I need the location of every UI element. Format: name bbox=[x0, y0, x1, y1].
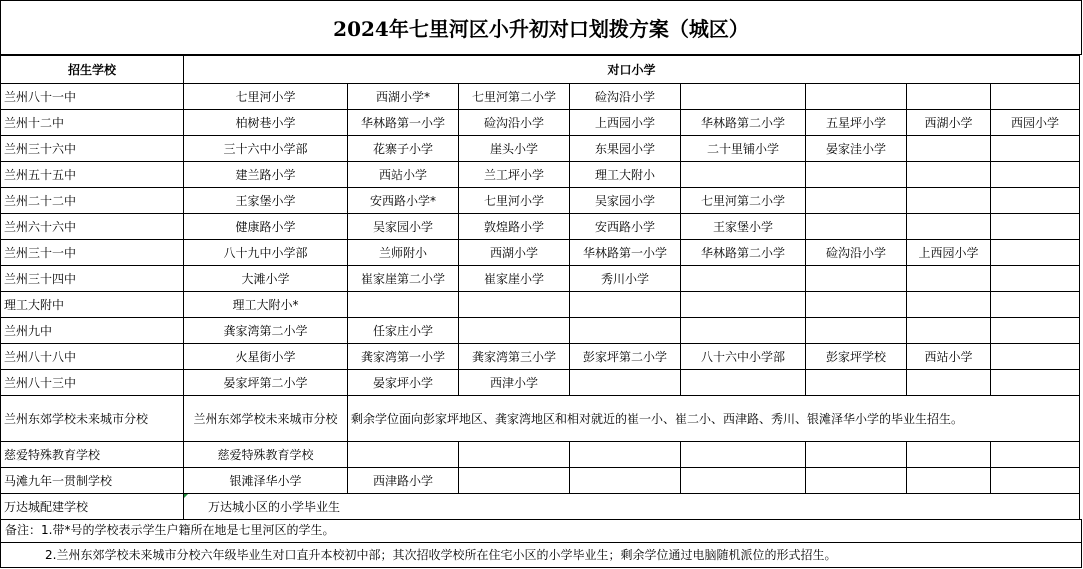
table-cell[interactable] bbox=[806, 318, 907, 344]
school-name-cell[interactable]: 理工大附中 bbox=[1, 292, 184, 318]
table-cell[interactable] bbox=[806, 162, 907, 188]
table-cell[interactable]: 安西路小学* bbox=[348, 188, 459, 214]
table-cell[interactable]: 龚家湾第二小学 bbox=[184, 318, 348, 344]
table-cell[interactable] bbox=[991, 214, 1080, 240]
table-cell[interactable]: 兰工坪小学 bbox=[459, 162, 570, 188]
table-cell[interactable] bbox=[681, 370, 806, 396]
table-cell[interactable] bbox=[681, 468, 806, 494]
table-cell[interactable] bbox=[806, 442, 907, 468]
remark-cell[interactable]: 剩余学位面向彭家坪地区、龚家湾地区和相对就近的崔一小、崔二小、西津路、秀川、银滩泽华小学的毕业生招生。 bbox=[348, 396, 1080, 442]
table-row bbox=[1, 266, 1080, 292]
table-cell[interactable]: 七里河小学 bbox=[184, 84, 348, 110]
table-cell[interactable]: 慈爱特殊教育学校 bbox=[184, 442, 348, 468]
table-row bbox=[1, 442, 1080, 468]
table-row bbox=[1, 494, 1080, 520]
table-cell[interactable] bbox=[907, 468, 991, 494]
table-row bbox=[1, 240, 1080, 266]
notes bbox=[0, 519, 1082, 568]
table-cell[interactable] bbox=[991, 136, 1080, 162]
table-cell[interactable] bbox=[681, 292, 806, 318]
table-cell[interactable]: 敦煌路小学 bbox=[459, 214, 570, 240]
table-cell[interactable]: 西站小学 bbox=[348, 162, 459, 188]
school-name-cell[interactable]: 慈爱特殊教育学校 bbox=[1, 442, 184, 468]
header-assigned: 对口小学 bbox=[184, 56, 1080, 84]
school-name-cell[interactable]: 兰州九中 bbox=[1, 318, 184, 344]
table-cell[interactable] bbox=[681, 162, 806, 188]
table-cell[interactable]: 大滩小学 bbox=[184, 266, 348, 292]
table-cell[interactable]: 西园小学 bbox=[991, 110, 1080, 136]
table-cell[interactable]: 西津路小学 bbox=[348, 468, 459, 494]
table-cell[interactable] bbox=[459, 468, 570, 494]
table-cell[interactable] bbox=[991, 442, 1080, 468]
table-cell[interactable]: 彭家坪第二小学 bbox=[570, 344, 681, 370]
school-name-cell[interactable]: 马滩九年一贯制学校 bbox=[1, 468, 184, 494]
table-row bbox=[1, 188, 1080, 214]
table-cell[interactable] bbox=[681, 442, 806, 468]
table-cell[interactable] bbox=[991, 240, 1080, 266]
table-cell[interactable] bbox=[806, 468, 907, 494]
table-cell[interactable] bbox=[570, 370, 681, 396]
table-cell[interactable]: 晏家坪第二小学 bbox=[184, 370, 348, 396]
table-cell[interactable] bbox=[459, 318, 570, 344]
table-cell[interactable] bbox=[991, 188, 1080, 214]
table-cell[interactable] bbox=[806, 370, 907, 396]
table-row bbox=[1, 318, 1080, 344]
table-cell[interactable]: 任家庄小学 bbox=[348, 318, 459, 344]
table-row bbox=[1, 292, 1080, 318]
table-cell[interactable]: 彭家坪学校 bbox=[806, 344, 907, 370]
table-cell[interactable]: 火星街小学 bbox=[184, 344, 348, 370]
table-cell[interactable] bbox=[991, 84, 1080, 110]
table-cell[interactable] bbox=[991, 266, 1080, 292]
table-cell[interactable] bbox=[459, 442, 570, 468]
table-cell[interactable] bbox=[348, 442, 459, 468]
assignment-table bbox=[0, 55, 1080, 520]
table-cell[interactable]: 理工大附小 bbox=[570, 162, 681, 188]
note-2: 2.兰州东郊学校未来城市分校六年级毕业生对口直升本校初中部；其次招收学校所在住宅小区的小学毕业生；剩余学位通过电脑随机派位的形式招生。 bbox=[45, 548, 837, 562]
table-cell[interactable]: 西湖小学* bbox=[348, 84, 459, 110]
table-cell[interactable]: 兰州东郊学校未来城市分校 bbox=[184, 396, 348, 442]
table-cell[interactable]: 健康路小学 bbox=[184, 214, 348, 240]
table-cell[interactable]: 华林路第一小学 bbox=[570, 240, 681, 266]
table-cell[interactable]: 吴家园小学 bbox=[570, 188, 681, 214]
table-cell[interactable]: 东果园小学 bbox=[570, 136, 681, 162]
table-row bbox=[1, 468, 1080, 494]
table-cell[interactable] bbox=[681, 266, 806, 292]
table-cell[interactable] bbox=[907, 318, 991, 344]
table-cell[interactable] bbox=[806, 214, 907, 240]
table-cell[interactable]: 西津小学 bbox=[459, 370, 570, 396]
table-cell[interactable]: 吴家园小学 bbox=[348, 214, 459, 240]
table-cell[interactable]: 理工大附小* bbox=[184, 292, 348, 318]
table-cell[interactable]: 晏家洼小学 bbox=[806, 136, 907, 162]
table-cell[interactable]: 七里河小学 bbox=[459, 188, 570, 214]
table-cell[interactable] bbox=[570, 292, 681, 318]
page-title: 2024年七里河区小升初对口划拨方案（城区） bbox=[0, 0, 1082, 55]
table-cell[interactable] bbox=[907, 136, 991, 162]
table-cell[interactable] bbox=[907, 292, 991, 318]
table-cell[interactable] bbox=[991, 318, 1080, 344]
table-cell[interactable]: 晏家坪小学 bbox=[348, 370, 459, 396]
table-row bbox=[1, 110, 1080, 136]
table-cell[interactable] bbox=[459, 292, 570, 318]
table-cell[interactable]: 西湖小学 bbox=[907, 110, 991, 136]
table-cell[interactable]: 七里河第二小学 bbox=[459, 84, 570, 110]
school-name-cell[interactable]: 兰州八十三中 bbox=[1, 370, 184, 396]
table-cell[interactable]: 柏树巷小学 bbox=[184, 110, 348, 136]
table-cell[interactable]: 秀川小学 bbox=[570, 266, 681, 292]
table-row bbox=[1, 162, 1080, 188]
table-cell[interactable] bbox=[570, 442, 681, 468]
table-row bbox=[1, 396, 1080, 442]
note-1: 备注：1.带*号的学校表示学生户籍所在地是七里河区的学生。 bbox=[0, 519, 1082, 543]
school-name-cell[interactable]: 兰州东郊学校未来城市分校 bbox=[1, 396, 184, 442]
table-cell[interactable] bbox=[806, 266, 907, 292]
table-cell[interactable] bbox=[907, 266, 991, 292]
school-name-cell[interactable]: 兰州八十一中 bbox=[1, 84, 184, 110]
table-cell[interactable]: 上西园小学 bbox=[570, 110, 681, 136]
table-cell[interactable] bbox=[570, 318, 681, 344]
school-name-cell[interactable]: 兰州三十一中 bbox=[1, 240, 184, 266]
table-cell[interactable]: 安西路小学 bbox=[570, 214, 681, 240]
table-cell[interactable]: 龚家湾第一小学 bbox=[348, 344, 459, 370]
table-cell[interactable] bbox=[991, 344, 1080, 370]
table-cell[interactable] bbox=[907, 442, 991, 468]
table-cell[interactable]: 八十九中小学部 bbox=[184, 240, 348, 266]
table-cell[interactable]: 龚家湾第三小学 bbox=[459, 344, 570, 370]
school-name-cell[interactable]: 兰州十二中 bbox=[1, 110, 184, 136]
table-cell[interactable] bbox=[681, 84, 806, 110]
table-cell[interactable]: 崖头小学 bbox=[459, 136, 570, 162]
table-cell[interactable]: 西湖小学 bbox=[459, 240, 570, 266]
table-cell[interactable]: 上西园小学 bbox=[907, 240, 991, 266]
school-name-cell[interactable]: 兰州六十六中 bbox=[1, 214, 184, 240]
table-cell[interactable] bbox=[991, 370, 1080, 396]
table-cell[interactable]: 华林路第二小学 bbox=[681, 240, 806, 266]
table-cell[interactable] bbox=[991, 162, 1080, 188]
table-cell[interactable]: 王家堡小学 bbox=[184, 188, 348, 214]
table-cell[interactable] bbox=[907, 370, 991, 396]
school-name-cell[interactable]: 兰州五十五中 bbox=[1, 162, 184, 188]
table-cell[interactable]: 八十六中小学部 bbox=[681, 344, 806, 370]
table-cell[interactable] bbox=[991, 292, 1080, 318]
school-name-cell[interactable]: 万达城配建学校 bbox=[1, 494, 184, 520]
school-name-cell[interactable]: 兰州三十六中 bbox=[1, 136, 184, 162]
table-cell[interactable]: 崔家崖第二小学 bbox=[348, 266, 459, 292]
table-cell[interactable]: 硷沟沿小学 bbox=[459, 110, 570, 136]
table-row bbox=[1, 84, 1080, 110]
table-cell[interactable]: 建兰路小学 bbox=[184, 162, 348, 188]
school-name-cell[interactable]: 兰州三十四中 bbox=[1, 266, 184, 292]
header-school: 招生学校 bbox=[1, 56, 184, 84]
table-row bbox=[1, 344, 1080, 370]
table-cell[interactable] bbox=[907, 214, 991, 240]
table-cell[interactable] bbox=[348, 292, 459, 318]
school-name-cell[interactable]: 兰州二十二中 bbox=[1, 188, 184, 214]
table-cell[interactable]: 七里河第二小学 bbox=[681, 188, 806, 214]
table-cell[interactable] bbox=[570, 468, 681, 494]
school-name-cell[interactable]: 兰州八十八中 bbox=[1, 344, 184, 370]
table-cell[interactable] bbox=[806, 84, 907, 110]
table-cell[interactable]: 华林路第二小学 bbox=[681, 110, 806, 136]
table-cell[interactable] bbox=[907, 162, 991, 188]
table-cell[interactable]: 三十六中小学部 bbox=[184, 136, 348, 162]
table-cell[interactable]: 硷沟沿小学 bbox=[570, 84, 681, 110]
table-cell[interactable]: 西站小学 bbox=[907, 344, 991, 370]
table-cell[interactable]: 兰师附小 bbox=[348, 240, 459, 266]
table-cell[interactable]: 崔家崖小学 bbox=[459, 266, 570, 292]
table-cell[interactable] bbox=[806, 292, 907, 318]
table-cell[interactable]: 银滩泽华小学 bbox=[184, 468, 348, 494]
table-cell[interactable]: 花寨子小学 bbox=[348, 136, 459, 162]
table-cell[interactable] bbox=[806, 188, 907, 214]
table-cell[interactable] bbox=[681, 318, 806, 344]
table-cell[interactable] bbox=[991, 468, 1080, 494]
table-cell[interactable] bbox=[907, 188, 991, 214]
table-cell[interactable]: 五星坪小学 bbox=[806, 110, 907, 136]
table-cell[interactable]: 王家堡小学 bbox=[681, 214, 806, 240]
table-row bbox=[1, 370, 1080, 396]
table-cell[interactable]: 华林路第一小学 bbox=[348, 110, 459, 136]
table-row bbox=[1, 136, 1080, 162]
table-row bbox=[1, 214, 1080, 240]
table-cell[interactable] bbox=[907, 84, 991, 110]
table-cell[interactable]: 二十里铺小学 bbox=[681, 136, 806, 162]
table-cell[interactable]: 硷沟沿小学 bbox=[806, 240, 907, 266]
wanda-description-cell[interactable]: 万达城小区的小学毕业生 bbox=[184, 494, 1080, 520]
